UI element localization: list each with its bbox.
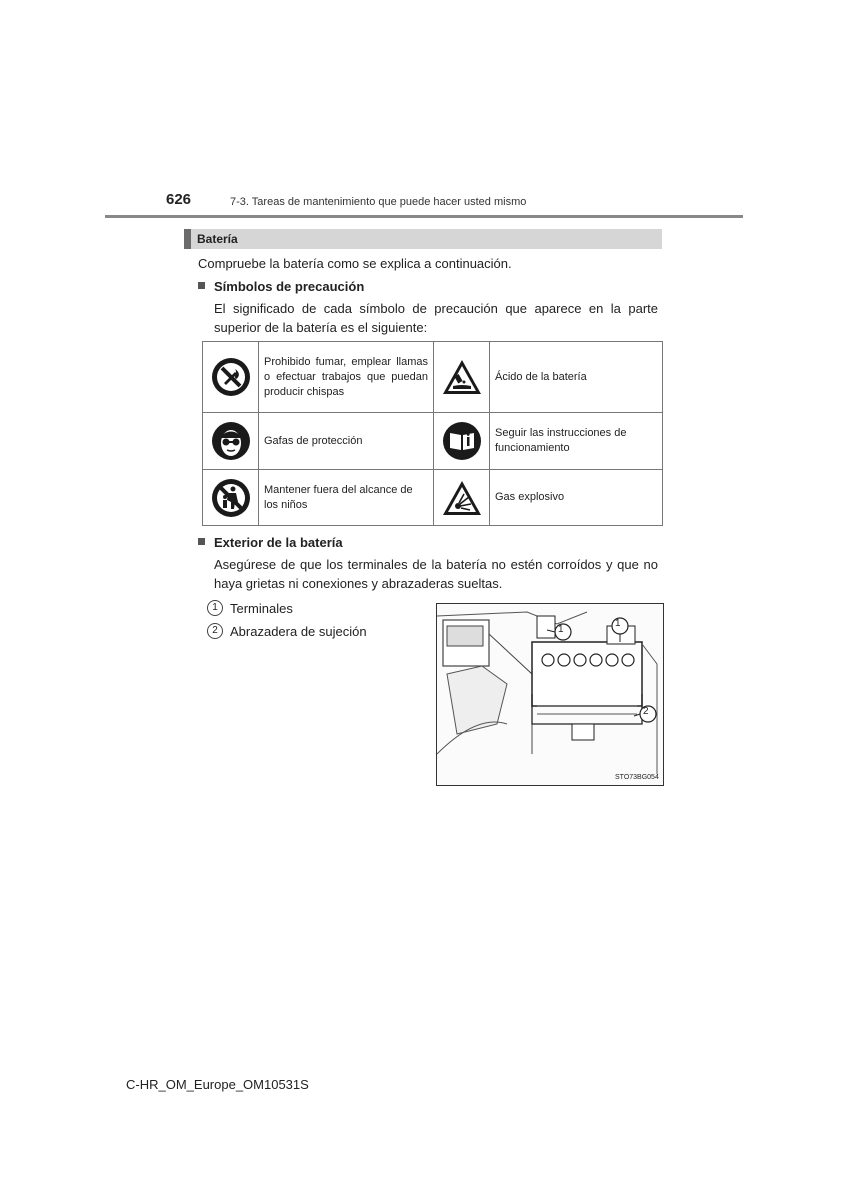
bullet-square-icon [198, 538, 205, 545]
exterior-heading [198, 535, 343, 550]
callout-2: 2 [643, 706, 649, 717]
symbol-cell [203, 342, 259, 413]
symbol-description: Gafas de protección [259, 413, 434, 470]
symbol-cell [203, 413, 259, 470]
symbol-cell [434, 413, 490, 470]
legend-item [207, 600, 293, 616]
precaution-description: El significado de cada símbolo de precaución que aparece en la parte superior de la batería es el siguiente: [214, 301, 658, 335]
table-row [203, 470, 663, 526]
callout-1: 1 [558, 624, 564, 635]
section-tab-marker [184, 229, 191, 249]
table-row [203, 342, 663, 413]
header-divider [105, 215, 743, 218]
eye-protection-icon [211, 421, 251, 461]
battery-illustration [437, 604, 663, 785]
read-instructions-icon [442, 421, 482, 461]
exterior-description: Asegúrese de que los terminales de la batería no estén corroídos y que no haya grietas ni conexiones y abrazaderas sueltas. [214, 557, 658, 591]
callout-number: 2 [207, 623, 223, 639]
legend-label: Abrazadera de sujeción [230, 623, 367, 639]
symbol-description: Mantener fuera del alcance de los niños [259, 470, 434, 526]
symbol-description: Seguir las instrucciones de funcionamiento [490, 413, 663, 470]
no-smoking-no-flames-icon [211, 357, 251, 397]
bullet-square-icon [198, 282, 205, 289]
section-intro: Compruebe la batería como se explica a continuación. [198, 256, 512, 271]
symbol-description: Ácido de la batería [490, 342, 663, 413]
section-title-bar [184, 229, 662, 249]
exterior-heading-text: Exterior de la batería [214, 535, 343, 550]
symbol-description: Prohibido fumar, emplear llamas o efectuar trabajos que puedan producir chispas [259, 342, 434, 413]
table-row [203, 413, 663, 470]
battery-figure [436, 603, 664, 786]
precaution-symbols-table [202, 341, 663, 526]
symbol-cell [434, 470, 490, 526]
chapter-header: 7-3. Tareas de mantenimiento que puede hacer usted mismo [230, 196, 527, 208]
keep-away-children-icon [211, 478, 251, 518]
symbol-cell [434, 342, 490, 413]
symbol-description: Gas explosivo [490, 470, 663, 526]
section-title: Batería [197, 232, 238, 246]
precaution-heading [198, 279, 364, 294]
callout-1: 1 [615, 618, 621, 629]
battery-acid-icon [441, 358, 483, 396]
symbol-cell [203, 470, 259, 526]
page-number: 626 [166, 191, 192, 208]
legend-label: Terminales [230, 600, 293, 616]
legend-item [207, 623, 367, 639]
precaution-heading-text: Símbolos de precaución [214, 279, 365, 294]
explosive-gas-icon [441, 479, 483, 517]
figure-code: STO73BG054 [615, 774, 659, 781]
document-id: C-HR_OM_Europe_OM10531S [126, 1077, 309, 1092]
callout-number: 1 [207, 600, 223, 616]
